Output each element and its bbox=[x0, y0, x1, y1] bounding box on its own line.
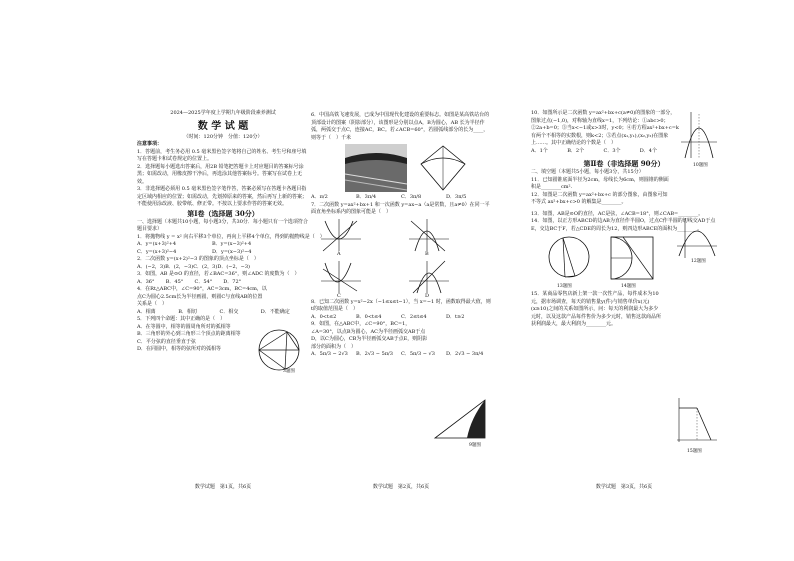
q3-stem: 3．如图，AB 是⊙O 的直径，若∠BAC=36°，则∠ADC 的度数为（ ） bbox=[137, 271, 300, 277]
q12-text: 12．如图是二次函数 y=ax²+bx+c 的部分图象，由图象可知不等式 ax²+bx+c>0 的解集是________。 bbox=[531, 191, 668, 205]
q7-graph-d[interactable] bbox=[405, 259, 451, 295]
q5-option-c[interactable]: C．平分弦的直径垂直于弦 bbox=[137, 338, 196, 345]
q7-label-b: B bbox=[425, 250, 429, 257]
page-3-footer: 数学试题 第3页，共6页 bbox=[595, 483, 653, 490]
part-heading-ii: 二、填空题（本题共5小题，每小题3分，共15分） bbox=[531, 169, 644, 175]
q15-text: 15．某商品零售店新上架一款一次性产品，每件成本为10元，据市场调查，每天的销售量y(件)与销售单价x(元)(x≥10)之间的关系如图所示，问：每天的利润最大为多少元时，以及这款产品每件售价为多少元时，销售这款商品所获利润最大，最大利润为________元。 bbox=[531, 291, 662, 327]
station-roof-photo bbox=[345, 144, 407, 192]
q8-stem: 8．已知二次函数 y=x²−2x（−1≤x≤t−1），当 x=−1 时，函数取得最大值，则t的取值范围是（ ） bbox=[311, 298, 491, 312]
exam-title: 数 学 试 题 bbox=[197, 120, 249, 132]
q7-graph-c[interactable] bbox=[317, 259, 363, 295]
q6-option-b[interactable]: B．3π/4 bbox=[356, 194, 377, 200]
q4-option-c[interactable]: C．相交 bbox=[219, 308, 239, 315]
q10-stem: 10．如图所示是二次函数 y=ax²+bx+c(a≠0)的图象的一部分，图象过点(−1,0)，对称轴为直线x=1，下列结论：①abc>0；②2a+b=0；③当x<−1或x>3时，y<0；④若方程ax²+bx+c=k有两个不相等的实数根，则k<2；⑤若点(x₁,y₁),(x₂,y₂)在图象上……。其中正确结论的个数是（ ） bbox=[531, 110, 679, 146]
exam-page-3 bbox=[531, 100, 717, 491]
q13-q14-figures bbox=[531, 233, 717, 291]
q5-option-a[interactable]: A．在等圆中，相等的圆周角所对的弧相等 bbox=[137, 323, 231, 330]
q7-label-d: D bbox=[425, 292, 430, 299]
q4-option-b[interactable]: B．相切 bbox=[178, 308, 197, 315]
q10-option-a[interactable]: A．1个 bbox=[531, 147, 548, 154]
q14-figure-caption: 14题图 bbox=[621, 284, 636, 289]
q10-parabola-graph bbox=[681, 112, 717, 160]
q6-figures bbox=[311, 142, 491, 194]
q13-circle-figure bbox=[547, 235, 591, 281]
q5-option-b[interactable]: B．三角形的外心到三角形三个顶点的距离相等 bbox=[137, 331, 241, 337]
exam-header: 2024—2025学年度上学期九年级阶段素养测试 bbox=[170, 110, 276, 116]
q2-option-a[interactable]: A．(−2，3) bbox=[137, 263, 166, 270]
q9-stem: 9．如图，在△ABC中，∠C=90°，BC=1，∠A=30°，以点B为圆心，AC为半径画弧交AB于点D，以C为圆心，CB为半径画弧交AB于点E，则阴影部分的面积为（ ） bbox=[311, 321, 428, 350]
q10-option-d[interactable]: D．4个 bbox=[639, 147, 657, 154]
q6-option-a[interactable]: A．π/2 bbox=[311, 194, 328, 200]
q3-circle-figure bbox=[249, 326, 309, 378]
q5-stem: 5．下列四个命题：其中正确的是（ ） bbox=[137, 316, 226, 322]
page-1-footer: 数学试题 第1页，共6页 bbox=[194, 483, 252, 490]
part-heading: 一、选择题（本题共10小题，每小题3分，共30分．每小题只有一个选项符合题目要求） bbox=[137, 218, 308, 232]
q10-option-b[interactable]: B．2个 bbox=[567, 147, 585, 154]
q5-option-d[interactable]: D．在同圆中，相等的弦所对的弧相等 bbox=[137, 346, 222, 352]
section-title-ii: 第Ⅱ卷（非选择题 90分） bbox=[583, 159, 665, 168]
q2-option-c[interactable]: C．(2，3) bbox=[193, 263, 218, 270]
q13-text: 13．如图，AB是⊙O的直径，AC是弦，∠ACB=18°，则∠CAB=________。 bbox=[531, 210, 704, 217]
q1-option-b[interactable]: B．y=(x−3)²+4 bbox=[212, 241, 252, 247]
q13-figure-caption: 13题图 bbox=[557, 284, 572, 289]
q15-sales-graph bbox=[671, 396, 717, 446]
q3-option-c[interactable]: C．54° bbox=[194, 278, 213, 285]
q4-option-d[interactable]: D．不能确定 bbox=[260, 308, 290, 315]
q4-stem: 4．在Rt△ABC中，∠C=90°，AC=3cm，BC=4cm，以点C为圆心2.5cm长为半径画圆，则圆C与直线AB的位置关系是（ ） bbox=[137, 286, 267, 307]
q3-option-b[interactable]: B．45° bbox=[165, 278, 184, 285]
q6-stem: 6．中国高铁飞速发展，已成为中国现代化建设的重要标志。如图是某高铁站台的顶部设计的图案（阴影部分），该图形是分别以点A，B为圆心，AB 长为半径作弧，两弧交于点C，连接AC，BC。若∠ACB=60°，若圆弧线部分的长为____，则等于（ ）千米 bbox=[311, 112, 490, 141]
notice-item: 1．答题前，考生务必用 0.5 毫米黑色签字笔将自己的姓名、考生号和座号填写在答题卡和试卷规定的位置上。 bbox=[137, 148, 307, 162]
q10-figure-caption: 10题图 bbox=[693, 163, 708, 168]
q1-option-c[interactable]: C．y=(x+3)²−4 bbox=[137, 248, 177, 255]
q9-triangle-figure bbox=[433, 396, 491, 442]
q14-square-figure bbox=[607, 233, 657, 283]
notice-item: 3．非选择题必须用 0.5 毫米黑色签字笔作答，答案必须写在答题卡各题目指定区域内相应的位置；如需改动，先划掉原来的答案，然后再写上新的答案；不能使用涂改液、胶带纸、修正带。不按以上要求作答的答案无效。 bbox=[137, 186, 308, 207]
q3-option-d[interactable]: D．72° bbox=[223, 278, 242, 285]
q15-figure-caption: 15题图 bbox=[687, 449, 702, 454]
notice-item: 2．选择题每小题选出答案后，用2B 铅笔把答题卡上对应题目的答案标号涂黑；如需改动，用橡皮擦干净后，再选涂其他答案标号。答案写在试卷上无效。 bbox=[137, 163, 304, 185]
q9-option-c[interactable]: C．5π/3 − √3 bbox=[401, 351, 435, 357]
q7-graph-b[interactable] bbox=[405, 217, 451, 253]
q8-option-b[interactable]: B．0<t≤4 bbox=[356, 313, 382, 320]
page-2-footer: 数学试题 第2页，共6页 bbox=[372, 483, 430, 490]
q3-option-a[interactable]: A．36° bbox=[137, 278, 155, 285]
q2-option-d[interactable]: D．(−2，−3) bbox=[217, 263, 250, 270]
q10-option-c[interactable]: C．3个 bbox=[603, 147, 621, 154]
q1-stem: 1．将抛物线 y = x² 向右平移3个单位，再向上平移4个单位，得到的抛物线是（ ） bbox=[137, 233, 325, 240]
q11-text: 11．已知圆锥底面半径为2cm，母线长为6cm，则圆锥的侧面积是________cm². bbox=[531, 176, 669, 190]
exam-page-2 bbox=[311, 100, 491, 491]
q4-option-a[interactable]: A．相离 bbox=[137, 308, 156, 315]
q12-figure-caption: 12题图 bbox=[691, 259, 706, 264]
section-title: 第Ⅰ卷（选择题 30分） bbox=[187, 208, 259, 218]
q7-label-a: A bbox=[337, 250, 341, 257]
q2-option-b[interactable]: B．(2，−3) bbox=[165, 263, 194, 270]
exam-subtitle: （时间：120分钟 分值：120分） bbox=[183, 133, 263, 140]
q3-figure-caption: 3题图 bbox=[283, 369, 295, 374]
q9-option-d[interactable]: D．2√3 − 3π/4 bbox=[446, 351, 484, 357]
q7-graph-a[interactable] bbox=[317, 217, 363, 253]
q8-option-d[interactable]: D．t≥2 bbox=[446, 313, 465, 320]
q6-option-d[interactable]: D．3π/5 bbox=[446, 194, 467, 200]
q14-text: 14．如图，以正方形ABCD的边AB为直径作半圆O，过点C作半圆的切线交AD于点E，交边BC于F，若△CDE的周长为12，则四边形ABCE的面积为________。 bbox=[531, 218, 716, 232]
q9-option-b[interactable]: B．2√3 − 5π/3 bbox=[356, 351, 393, 357]
q8-option-a[interactable]: A．0<t≤2 bbox=[311, 313, 337, 320]
q7-stem: 7．二次函数 y=ax²+bx+1 和一次函数 y=ax−a（a是常数，且a≠0）在同一平面直角坐标系内的图象可能是（ ） bbox=[311, 201, 490, 215]
q7-label-c: C bbox=[337, 292, 341, 299]
q6-arc-diagram bbox=[415, 142, 471, 194]
q9-option-a[interactable]: A．5π/3 − 2√3 bbox=[311, 351, 348, 357]
q9-figure-caption: 9题图 bbox=[469, 443, 481, 448]
q8-option-c[interactable]: C．2≤t≤4 bbox=[401, 313, 427, 320]
q7-graphs bbox=[311, 217, 491, 299]
q2-stem: 2．二次函数 y=(x+2)²−3 的图象的顶点坐标是（ ） bbox=[137, 256, 259, 262]
q1-option-d[interactable]: D．y=(x−3)²−4 bbox=[212, 248, 252, 255]
notice-heading: 注意事项： bbox=[137, 141, 163, 147]
q6-option-c[interactable]: C．3π/8 bbox=[401, 194, 422, 200]
q1-option-a[interactable]: A．y=(x+3)²+4 bbox=[137, 241, 177, 247]
